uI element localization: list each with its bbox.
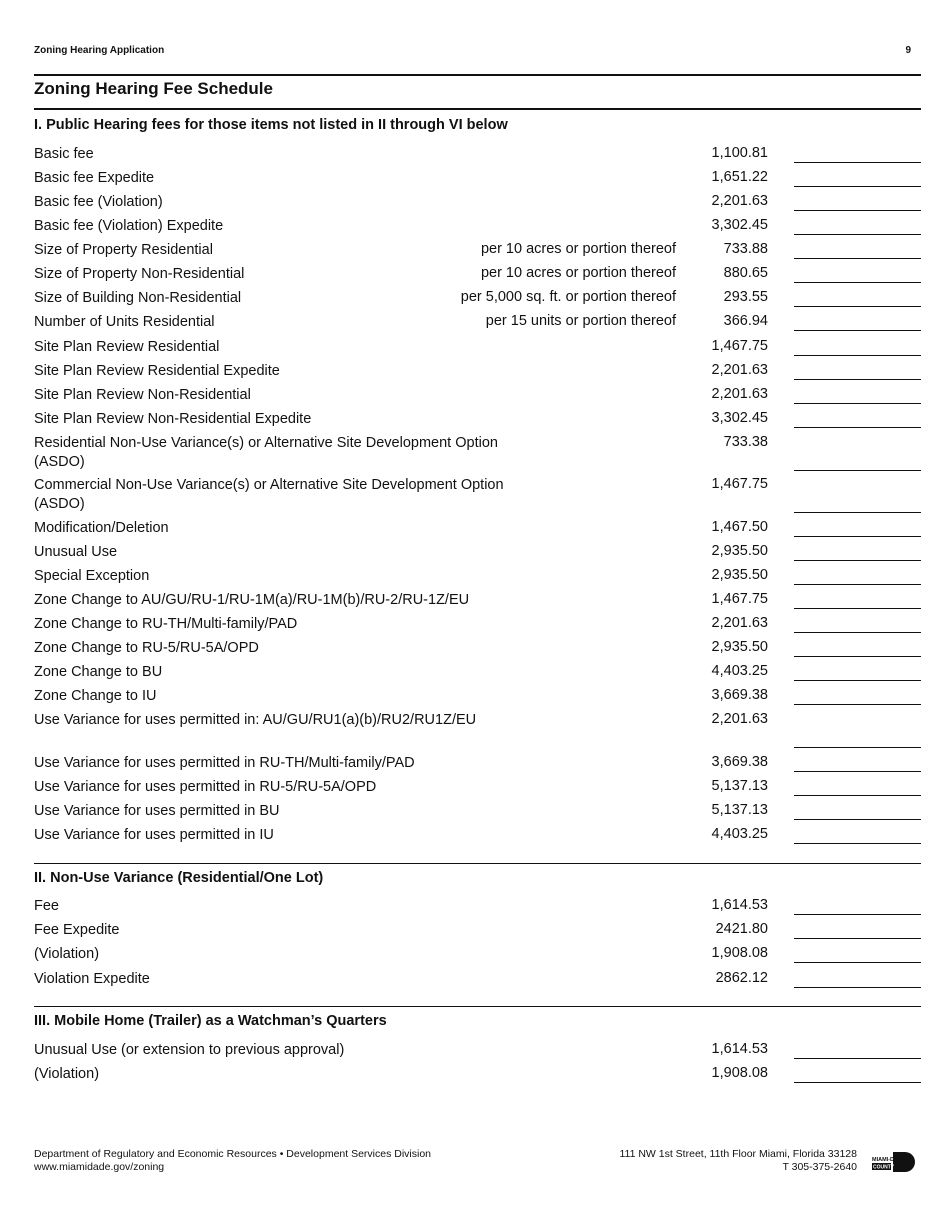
fee-entry-line[interactable] (794, 747, 921, 748)
fee-row (34, 778, 921, 800)
fee-entry-line[interactable] (794, 306, 921, 307)
fee-entry-line[interactable] (794, 704, 921, 705)
document-title: Zoning Hearing Application (34, 45, 165, 56)
fee-row (34, 289, 921, 311)
fee-amount: 2,201.63 (711, 386, 768, 402)
fee-entry-line[interactable] (794, 403, 921, 404)
fee-amount: 1,467.75 (711, 476, 768, 492)
logo-text-miami-dade: MIAMI-DADE (872, 1157, 906, 1163)
fee-unit: per 15 units or portion thereof (485, 313, 676, 329)
fee-row (34, 754, 921, 776)
fee-entry-line[interactable] (794, 512, 921, 513)
fee-label: Violation Expedite (34, 971, 150, 987)
fee-label: Unusual Use (34, 544, 118, 560)
fee-amount: 3,669.38 (711, 687, 768, 703)
fee-label: Special Exception (34, 568, 150, 584)
fee-amount: 1,467.75 (711, 338, 768, 354)
fee-label: Size of Property Non-Residential (34, 266, 245, 282)
section-heading: II. Non-Use Variance (Residential/One Lot) (34, 870, 324, 886)
fee-entry-line[interactable] (794, 210, 921, 211)
fee-label: Size of Property Residential (34, 242, 213, 258)
fee-row (34, 826, 921, 848)
page-header (34, 45, 921, 59)
fee-entry-line[interactable] (794, 162, 921, 163)
fee-row (34, 217, 921, 239)
fee-amount: 733.38 (723, 434, 768, 450)
fee-amount: 1,467.75 (711, 591, 768, 607)
fee-entry-line[interactable] (794, 536, 921, 537)
fee-label: Fee Expedite (34, 922, 120, 938)
fee-entry-line[interactable] (794, 608, 921, 609)
fee-amount: 1,651.22 (711, 169, 768, 185)
fee-amount: 293.55 (723, 289, 768, 305)
fee-amount: 4,403.25 (711, 826, 768, 842)
fee-amount: 2,935.50 (711, 567, 768, 583)
miami-dade-logo (871, 1151, 915, 1173)
fee-label: Zone Change to BU (34, 664, 163, 680)
fee-amount: 2862.12 (715, 970, 768, 986)
fee-amount: 3,302.45 (711, 217, 768, 233)
fee-row (34, 802, 921, 824)
footer-website[interactable]: www.miamidade.gov/zoning (34, 1161, 165, 1173)
fee-label: Basic fee (Violation) Expedite (34, 218, 224, 234)
fee-amount: 2,201.63 (711, 193, 768, 209)
fee-label: Use Variance for uses permitted in IU (34, 827, 274, 843)
fee-entry-line[interactable] (794, 962, 921, 963)
fee-row (34, 711, 921, 733)
fee-row (34, 1065, 921, 1087)
fee-label: Modification/Deletion (34, 520, 169, 536)
fee-label: Basic fee Expedite (34, 170, 155, 186)
fee-row (34, 921, 921, 943)
fee-row (34, 897, 921, 919)
fee-amount: 2,201.63 (711, 615, 768, 631)
fee-entry-line[interactable] (794, 656, 921, 657)
fee-entry-line[interactable] (794, 470, 921, 471)
fee-amount: 5,137.13 (711, 802, 768, 818)
fee-entry-line[interactable] (794, 427, 921, 428)
fee-label: Use Variance for uses permitted in RU-TH/Multi-family/PAD (34, 755, 415, 771)
fee-unit: per 10 acres or portion thereof (480, 241, 676, 257)
fee-amount: 3,669.38 (711, 754, 768, 770)
fee-row (34, 193, 921, 215)
fee-amount: 1,467.50 (711, 519, 768, 535)
fee-row (34, 639, 921, 661)
footer-left (34, 1148, 431, 1174)
fee-amount: 3,302.45 (711, 410, 768, 426)
schedule-title: Zoning Hearing Fee Schedule (34, 79, 273, 98)
fee-label: Site Plan Review Residential Expedite (34, 363, 280, 379)
fee-entry-line[interactable] (794, 680, 921, 681)
fee-label: Unusual Use (or extension to previous approval) (34, 1042, 345, 1058)
fee-label: Zone Change to RU-5/RU-5A/OPD (34, 640, 259, 656)
fee-label: Residential Non-Use Variance(s) or Alternative Site Development Option (ASDO) (34, 435, 498, 470)
fee-entry-line[interactable] (794, 987, 921, 988)
fee-row (34, 519, 921, 541)
fee-entry-line[interactable] (794, 843, 921, 844)
fee-row (34, 338, 921, 360)
fee-row (34, 169, 921, 191)
fee-row (34, 543, 921, 565)
fee-amount: 1,100.81 (711, 145, 768, 161)
fee-row (34, 615, 921, 637)
fee-label: Site Plan Review Non-Residential (34, 387, 251, 403)
fee-entry-line[interactable] (794, 258, 921, 259)
fee-label: Use Variance for uses permitted in: AU/GU/RU1(a)(b)/RU2/RU1Z/EU (34, 712, 477, 728)
fee-amount: 2,201.63 (711, 711, 768, 727)
fee-row (34, 241, 921, 263)
fee-row (34, 1041, 921, 1063)
fee-entry-line[interactable] (794, 379, 921, 380)
fee-row (34, 362, 921, 384)
fee-amount: 2,201.63 (711, 362, 768, 378)
title-top-rule (34, 74, 921, 76)
fee-label: Zone Change to RU-TH/Multi-family/PAD (34, 616, 298, 632)
fee-label: (Violation) (34, 1066, 100, 1082)
fee-row (34, 945, 921, 967)
fee-entry-line[interactable] (794, 819, 921, 820)
fee-row (34, 476, 921, 512)
fee-amount: 1,908.08 (711, 1065, 768, 1081)
fee-amount: 733.88 (723, 241, 768, 257)
fee-label: Fee (34, 898, 59, 914)
fee-label: Zone Change to AU/GU/RU-1/RU-1M(a)/RU-1M(b)/RU-2/RU-1Z/EU (34, 592, 470, 608)
fee-label: Site Plan Review Non-Residential Expedite (34, 411, 312, 427)
footer-phone: T 305-375-2640 (782, 1161, 857, 1173)
fee-label: Basic fee (34, 146, 94, 162)
fee-amount: 366.94 (723, 313, 768, 329)
fee-amount: 1,908.08 (711, 945, 768, 961)
section-heading: III. Mobile Home (Trailer) as a Watchman’s Quarters (34, 1013, 387, 1029)
fee-amount: 1,614.53 (711, 897, 768, 913)
fee-row (34, 663, 921, 685)
footer-department: Department of Regulatory and Economic Resources • Development Services Division (34, 1148, 432, 1160)
fee-label: Basic fee (Violation) (34, 194, 163, 210)
fee-label: Use Variance for uses permitted in BU (34, 803, 280, 819)
fee-entry-line[interactable] (794, 938, 921, 939)
logo-text-county: COUNTY (873, 1164, 895, 1171)
fee-label: Use Variance for uses permitted in RU-5/RU-5A/OPD (34, 779, 377, 795)
footer-right (619, 1148, 857, 1174)
fee-schedule-page (34, 0, 921, 1230)
fee-amount: 2,935.50 (711, 543, 768, 559)
fee-unit: per 10 acres or portion thereof (480, 265, 676, 281)
fee-entry-line[interactable] (794, 330, 921, 331)
section-divider (34, 863, 921, 864)
fee-label: Site Plan Review Residential (34, 339, 220, 355)
fee-row (34, 265, 921, 287)
footer-address: 111 NW 1st Street, 11th Floor Miami, Florida 33128 (619, 1148, 857, 1160)
fee-entry-line[interactable] (794, 1058, 921, 1059)
fee-label: (Violation) (34, 946, 100, 962)
fee-label: Size of Building Non-Residential (34, 290, 242, 306)
fee-amount: 2,935.50 (711, 639, 768, 655)
fee-row (34, 434, 921, 470)
fee-label: Number of Units Residential (34, 314, 215, 330)
fee-entry-line[interactable] (794, 355, 921, 356)
fee-entry-line[interactable] (794, 282, 921, 283)
fee-entry-line[interactable] (794, 914, 921, 915)
fee-entry-line[interactable] (794, 632, 921, 633)
fee-entry-line[interactable] (794, 795, 921, 796)
fee-amount: 880.65 (723, 265, 768, 281)
fee-entry-line[interactable] (794, 771, 921, 772)
section-divider (34, 1006, 921, 1007)
fee-entry-line[interactable] (794, 234, 921, 235)
fee-row (34, 687, 921, 709)
fee-row (34, 970, 921, 992)
fee-entry-line[interactable] (794, 560, 921, 561)
page-number: 9 (905, 45, 911, 56)
fee-row (34, 591, 921, 613)
fee-row (34, 313, 921, 335)
fee-amount: 1,614.53 (711, 1041, 768, 1057)
section-heading: I. Public Hearing fees for those items not listed in II through VI below (34, 117, 508, 133)
fee-label: Commercial Non-Use Variance(s) or Alternative Site Development Option (ASDO) (34, 477, 504, 512)
fee-amount: 5,137.13 (711, 778, 768, 794)
fee-amount: 4,403.25 (711, 663, 768, 679)
fee-label: Zone Change to IU (34, 688, 157, 704)
fee-row (34, 145, 921, 167)
fee-amount: 2421.80 (715, 921, 768, 937)
fee-row (34, 410, 921, 432)
fee-entry-line[interactable] (794, 1082, 921, 1083)
fee-unit: per 5,000 sq. ft. or portion thereof (460, 289, 676, 305)
title-bottom-rule (34, 108, 921, 110)
fee-entry-line[interactable] (794, 584, 921, 585)
fee-entry-line[interactable] (794, 186, 921, 187)
fee-row (34, 386, 921, 408)
fee-row (34, 567, 921, 589)
